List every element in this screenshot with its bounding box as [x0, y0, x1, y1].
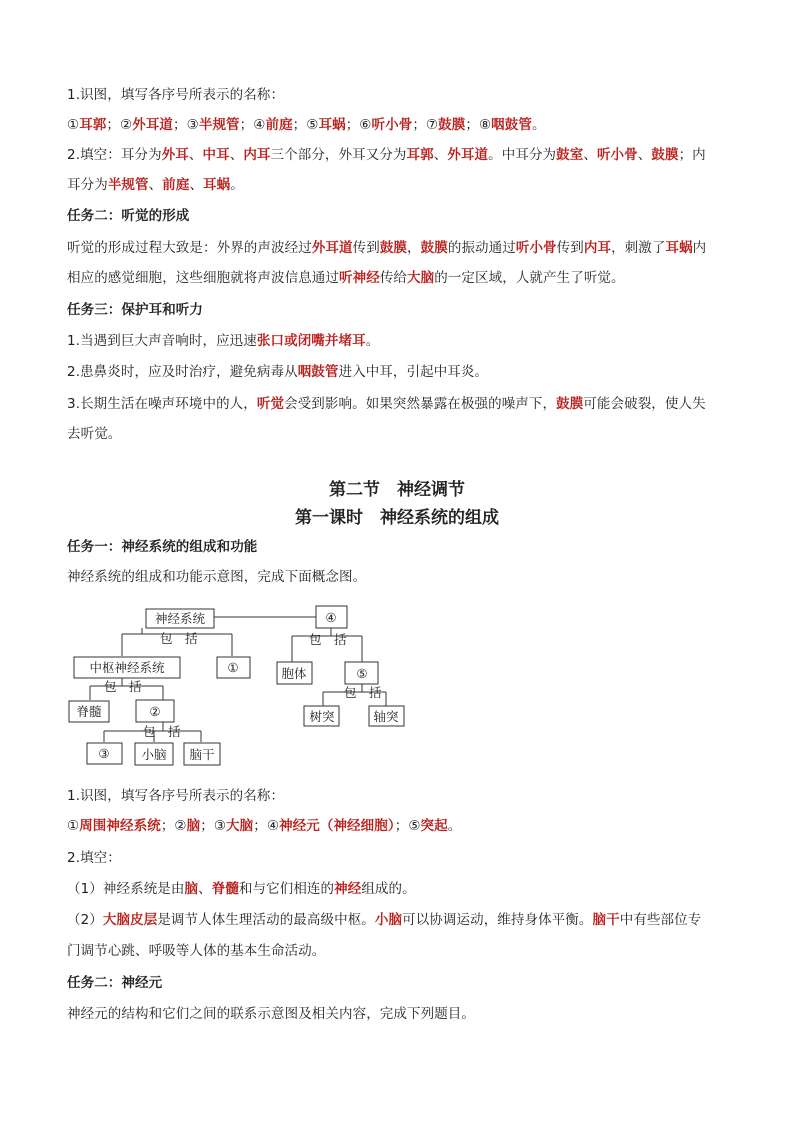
node-central-nervous-system: 中枢神经系统	[89, 660, 165, 675]
answer: 听小骨	[371, 117, 413, 133]
node-axon: 轴突	[373, 709, 399, 724]
answer: 咽鼓管	[491, 117, 532, 133]
section-heading: 第二节 神经调节	[329, 480, 465, 500]
includes-label: 包 括	[344, 685, 382, 700]
node-5: ⑤	[356, 666, 368, 681]
task-2-line-2: 相应的感觉细胞，这些细胞就将声波信息通过听神经传给大脑的一定区域，人就产生了听觉。	[67, 270, 625, 286]
node-cerebellum: 小脑	[141, 747, 167, 762]
question-1-label: 1.识图，填写各序号所表示的名称：	[67, 87, 285, 103]
task-3-title: 任务三：保护耳和听力	[67, 302, 203, 318]
question-2b-item-1: （1）神经系统是由脑、脊髓和与它们相连的神经组成的。	[67, 881, 416, 897]
task-2b-intro: 神经元的结构和它们之间的联系示意图及相关内容，完成下列题目。	[67, 1006, 475, 1022]
node-1: ①	[227, 660, 239, 675]
answer: 鼓膜	[438, 117, 466, 133]
node-4: ④	[325, 610, 337, 625]
task-2-line-1: 听觉的形成过程大致是：外界的声波经过外耳道传到鼓膜，鼓膜的振动通过听小骨传到内耳，刺激了耳蜗内	[67, 240, 707, 256]
answer: 耳蜗	[318, 117, 346, 133]
node-spinal-cord: 脊髓	[76, 704, 102, 719]
answer: 半规管	[198, 117, 240, 133]
question-1b-answers: ①周围神经系统；②脑；③大脑；④神经元（神经细胞）；⑤突起。	[67, 818, 462, 834]
answer: 耳郭	[79, 117, 107, 133]
node-3: ③	[98, 746, 110, 761]
lesson-heading: 第一课时 神经系统的组成	[295, 508, 499, 528]
task-1b-title: 任务一：神经系统的组成和功能	[67, 539, 258, 555]
task-1b-intro: 神经系统的组成和功能示意图，完成下面概念图。	[67, 569, 367, 585]
question-2-line-1: 2.填空：耳分为外耳、中耳、内耳三个部分，外耳又分为耳郭、外耳道。中耳分为鼓室、听小骨、鼓膜；内	[67, 147, 706, 163]
task-2b-title: 任务二：神经元	[67, 975, 163, 991]
node-2: ②	[149, 704, 161, 719]
answer: 外耳道	[132, 117, 174, 133]
question-2-line-2: 耳分为半规管、前庭、耳蜗。	[67, 177, 244, 193]
question-2b-item-2-cont: 门调节心跳、呼吸等人体的基本生命活动。	[67, 943, 326, 959]
answer: 前庭	[265, 117, 293, 133]
question-2b-item-2: （2）大脑皮层是调节人体生理活动的最高级中枢。小脑可以协调运动，维持身体平衡。脑干中有些部位专	[67, 912, 702, 928]
task-2-title: 任务二：听觉的形成	[67, 208, 190, 224]
task-3-item-3-cont: 去听觉。	[67, 426, 122, 442]
task-3-item-2: 2.患鼻炎时，应及时治疗，避免病毒从咽鼓管进入中耳，引起中耳炎。	[67, 364, 489, 380]
question-2b-label: 2.填空：	[67, 850, 121, 866]
task-3-item-1: 1.当遇到巨大声音响时，应迅速张口或闭嘴并堵耳。	[67, 333, 380, 349]
includes-label: 包 括	[104, 679, 142, 694]
includes-label: 包 括	[160, 631, 198, 646]
node-dendrite: 树突	[309, 709, 335, 724]
task-3-item-3: 3.长期生活在噪声环境中的人，听觉会受到影响。如果突然暴露在极强的噪声下，鼓膜可能会破裂，使人失	[67, 396, 706, 412]
node-brainstem: 脑干	[189, 747, 215, 762]
node-cell-body: 胞体	[281, 666, 307, 681]
includes-label: 包 括	[309, 632, 347, 647]
concept-diagram	[66, 600, 411, 772]
node-nervous-system: 神经系统	[154, 611, 206, 626]
includes-label: 包 括	[143, 724, 181, 739]
question-1-answers: ①耳郭；②外耳道；③半规管；④前庭；⑤耳蜗；⑥听小骨；⑦鼓膜；⑧咽鼓管。	[67, 117, 546, 133]
question-1b-label: 1.识图，填写各序号所表示的名称：	[67, 788, 285, 804]
